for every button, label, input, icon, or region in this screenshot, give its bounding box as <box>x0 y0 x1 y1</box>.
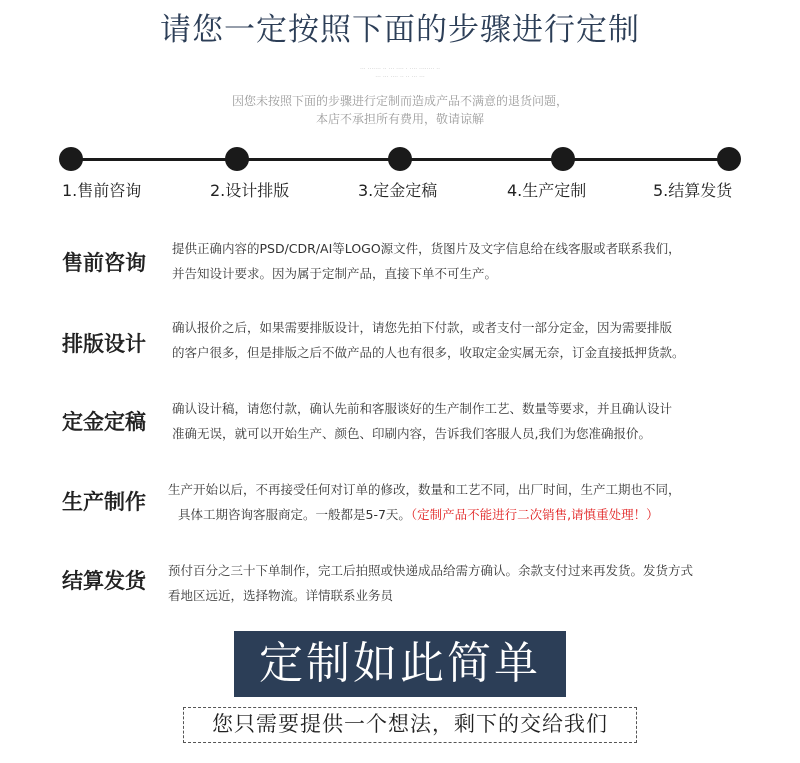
section-heading: 排版设计 <box>62 332 146 356</box>
section-heading: 结算发货 <box>62 569 146 593</box>
section-heading: 定金定稿 <box>62 410 146 434</box>
step-label-2: 2.设计排版 <box>210 181 290 200</box>
step-label-1: 1.售前咨询 <box>62 181 142 200</box>
simple-customization-banner: 定制如此简单 <box>234 631 566 697</box>
section-line-2 <box>168 502 768 527</box>
section-line-1: 生产开始以后，不再接受任何对订单的修改，数量和工艺不同，出厂时间，生产工期也不同， <box>168 482 681 497</box>
section-heading: 售前咨询 <box>62 251 146 275</box>
section-line-1: 确认设计稿，请您付款，确认先前和客服谈好的生产制作工艺、数量等要求，并且确认设计 <box>172 401 673 416</box>
section-line-2-text: 具体工期咨询客服商定。一般都是5-7天。 <box>178 507 411 522</box>
step-label-5: 5.结算发货 <box>653 181 733 200</box>
section-line-2: 并告知设计要求。因为属于定制产品，直接下单不可生产。 <box>172 266 498 281</box>
section-body <box>168 558 768 608</box>
section-line-1: 确认报价之后，如果需要排版设计，请您先拍下付款，或者支付一部分定金，因为需要排版 <box>172 320 673 335</box>
section-heading: 生产制作 <box>62 490 146 514</box>
section-body <box>172 236 772 286</box>
tagline-box: 您只需要提供一个想法，剩下的交给我们 <box>183 707 637 743</box>
refund-notice <box>0 92 800 128</box>
step-dot-5 <box>717 147 741 171</box>
step-dot-3 <box>388 147 412 171</box>
step-label-3: 3.定金定稿 <box>358 181 438 200</box>
faint-subtitle <box>250 66 550 82</box>
section-line-2: 看地区远近，选择物流。详情联系业务员 <box>168 588 394 603</box>
section-line-2: 准确无误，就可以开始生产、颜色、印刷内容，告诉我们客服人员,我们为您准确报价。 <box>172 426 651 441</box>
step-dot-1 <box>59 147 83 171</box>
section-body <box>168 477 768 527</box>
page-title: 请您一定按照下面的步骤进行定制 <box>160 12 640 48</box>
step-label-4: 4.生产定制 <box>507 181 587 200</box>
warning-text: （定制产品不能进行二次销售,请慎重处理！） <box>410 507 659 522</box>
section-body <box>172 396 772 446</box>
step-dot-4 <box>551 147 575 171</box>
faint-line-2: ··· ··· ···· ·· ·· ··· ··· <box>375 74 425 81</box>
section-line-1: 预付百分之三十下单制作，完工后拍照或快递成品给需方确认。余款支付过来再发货。发货方式 <box>168 563 694 578</box>
section-body <box>172 315 772 365</box>
section-line-1: 提供正确内容的PSD/CDR/AI等LOGO源文件，货图片及文字信息给在线客服或者联系我们， <box>172 241 681 256</box>
notice-line-1: 因您未按照下面的步骤进行定制而造成产品不满意的退货问题， <box>231 94 568 108</box>
notice-line-2: 本店不承担所有费用，敬请谅解 <box>315 112 484 126</box>
section-line-2: 的客户很多，但是排版之后不做产品的人也有很多，收取定金实属无奈，订金直接抵押货款。 <box>172 345 685 360</box>
faint-line-1: ··· ······· ·· ··· ···· · ···· ········ ·· <box>359 66 441 73</box>
step-dot-2 <box>225 147 249 171</box>
